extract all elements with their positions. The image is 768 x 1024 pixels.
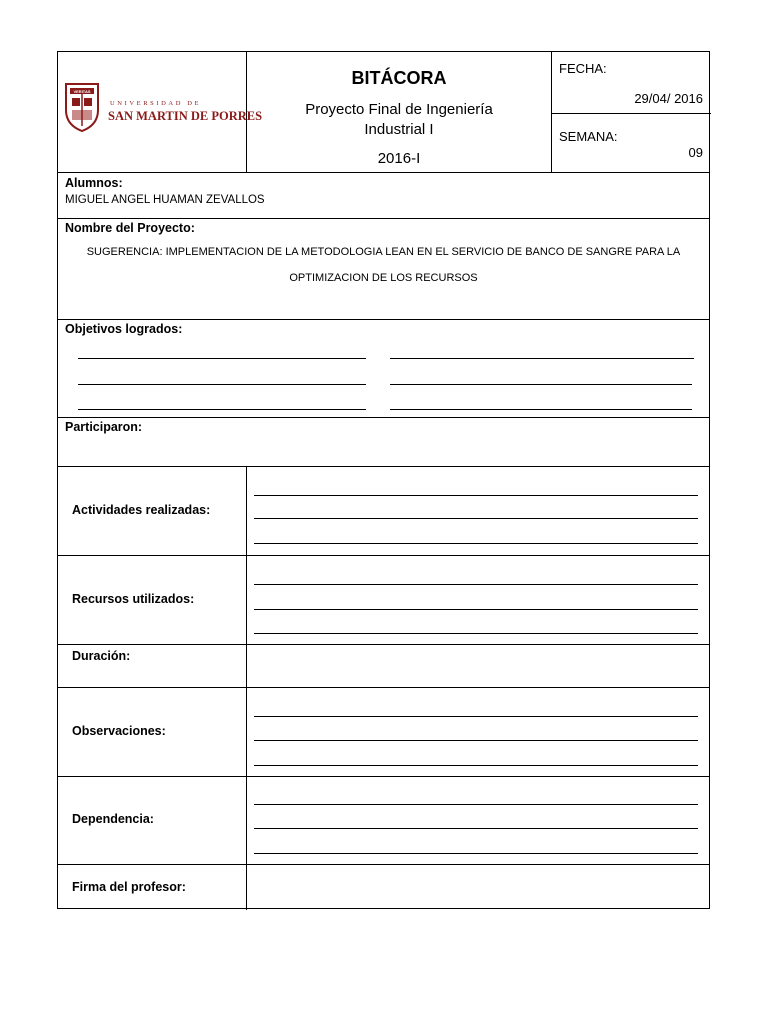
objetivos-line-2a[interactable] — [78, 384, 366, 385]
duracion-row — [58, 645, 709, 688]
dependencia-line-2[interactable] — [254, 828, 698, 829]
actividades-line-3[interactable] — [254, 543, 698, 544]
recursos-line-2[interactable] — [254, 609, 698, 610]
objetivos-line-2b[interactable] — [390, 384, 692, 385]
alumnos-value: MIGUEL ANGEL HUAMAN ZEVALLOS — [65, 194, 265, 206]
dependencia-line-1[interactable] — [254, 804, 698, 805]
semana-value: 09 — [688, 145, 703, 160]
form-title: BITÁCORA — [351, 68, 447, 88]
fecha-cell — [552, 52, 711, 114]
form-subtitle: Proyecto Final de Ingeniería Industrial I — [305, 101, 493, 138]
title-block — [247, 52, 551, 173]
actividades-line-1[interactable] — [254, 495, 698, 496]
actividades-row — [58, 467, 709, 556]
dependencia-label: Dependencia: — [72, 812, 154, 826]
duracion-label: Duración: — [72, 649, 131, 663]
proyecto-line-1: SUGERENCIA: IMPLEMENTACION DE LA METODOLOGIA LEAN EN EL SERVICIO DE BANCO DE SANGRE PARA LA — [86, 246, 681, 258]
university-logo — [62, 80, 263, 142]
participaron-row — [58, 418, 709, 467]
observaciones-label: Observaciones: — [72, 724, 166, 738]
header-row — [58, 52, 709, 173]
firma-label: Firma del profesor: — [72, 880, 186, 894]
fecha-value: 29/04/ 2016 — [634, 91, 703, 106]
objetivos-label: Objetivos logrados: — [65, 322, 183, 336]
logo-top-text: UNIVERSIDAD DE — [110, 100, 202, 107]
objetivos-line-3a[interactable] — [78, 409, 366, 410]
dependencia-row — [58, 777, 709, 865]
participaron-label: Participaron: — [65, 420, 143, 434]
actividades-label: Actividades realizadas: — [72, 503, 211, 517]
alumnos-label: Alumnos: — [65, 176, 123, 190]
objetivos-row — [58, 320, 709, 418]
bitacora-form — [57, 51, 710, 909]
dependencia-line-3[interactable] — [254, 853, 698, 854]
university-crest-icon — [62, 80, 102, 132]
actividades-line-2[interactable] — [254, 518, 698, 519]
proyecto-row — [58, 219, 709, 320]
fecha-label: FECHA: — [559, 61, 607, 76]
proyecto-line-2: OPTIMIZACION DE LOS RECURSOS — [289, 272, 478, 284]
firma-row — [58, 865, 709, 910]
duracion-field[interactable] — [247, 645, 711, 688]
recursos-row — [58, 556, 709, 645]
objetivos-line-3b[interactable] — [390, 409, 692, 410]
objetivos-line-1b[interactable] — [390, 358, 694, 359]
observaciones-line-2[interactable] — [254, 740, 698, 741]
firma-field[interactable] — [247, 865, 711, 910]
semana-label: SEMANA: — [559, 129, 618, 144]
proyecto-label: Nombre del Proyecto: — [65, 221, 195, 235]
recursos-line-3[interactable] — [254, 633, 698, 634]
recursos-label: Recursos utilizados: — [72, 592, 195, 606]
observaciones-line-1[interactable] — [254, 716, 698, 717]
objetivos-line-1a[interactable] — [78, 358, 366, 359]
alumnos-row — [58, 173, 709, 219]
form-term: 2016-I — [377, 150, 421, 167]
semana-cell — [552, 114, 711, 173]
crest-motto: VERITAS — [73, 89, 91, 94]
observaciones-row — [58, 688, 709, 777]
logo-main-text: SAN MARTIN DE PORRES — [108, 109, 263, 123]
observaciones-line-3[interactable] — [254, 765, 698, 766]
recursos-line-1[interactable] — [254, 584, 698, 585]
